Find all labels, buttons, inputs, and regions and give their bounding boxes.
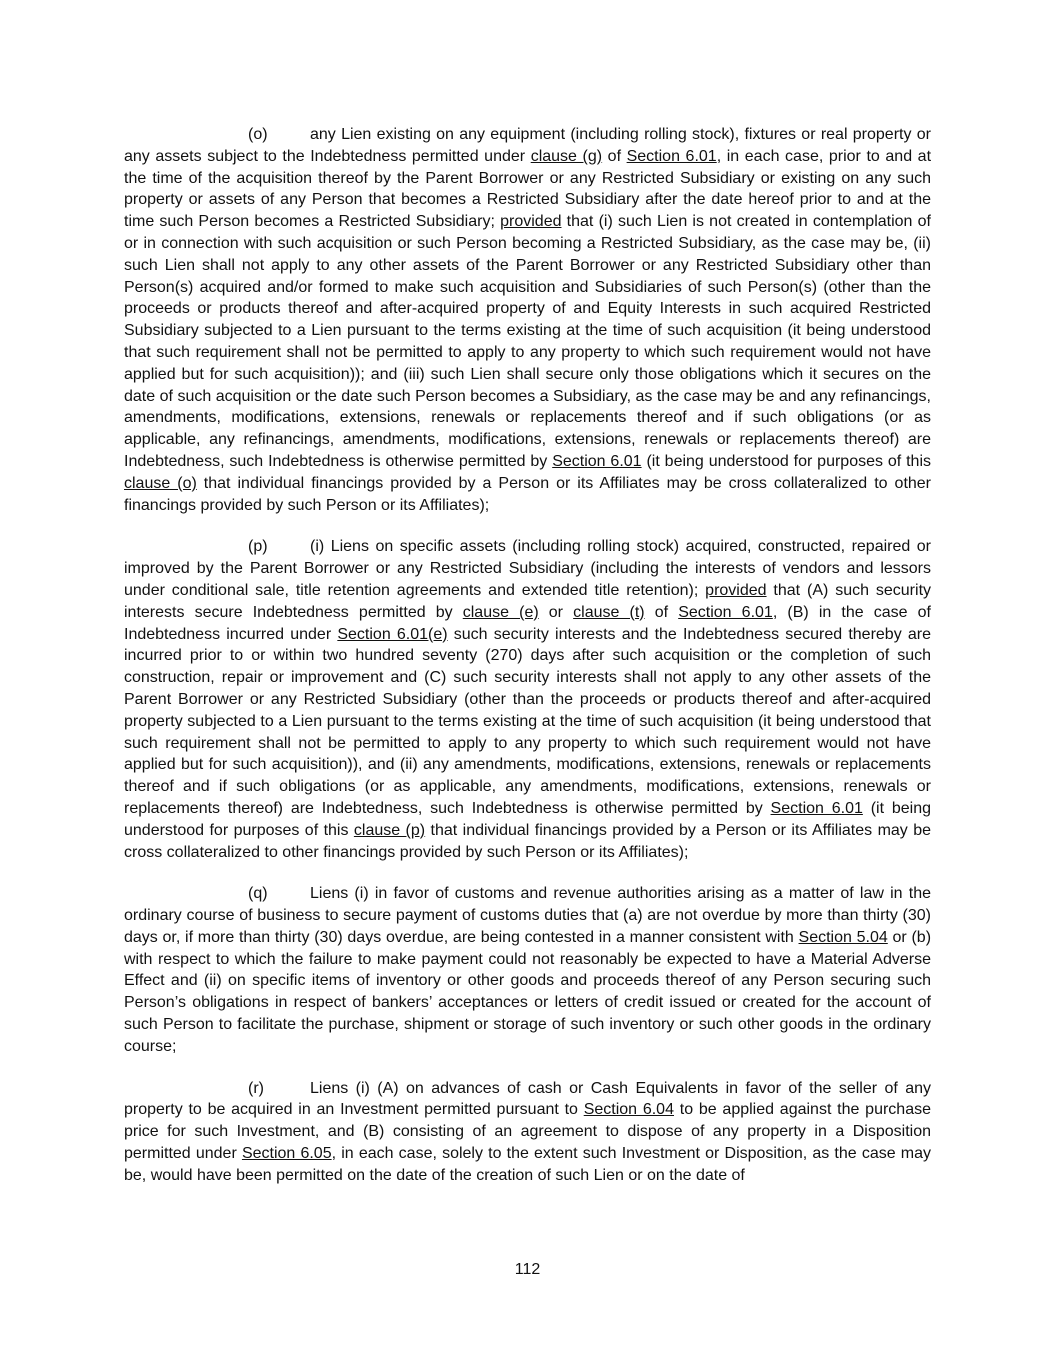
clause-label: (o) <box>248 126 268 143</box>
clause-paragraph: (q) Liens (i) in favor of customs and revenue authorities arising as a matter of law in the ordinary course of business to secure payment of customs duties that (a) are not overdue by more than thirty (30) days or, if more than thirty (30) days overdue, are being contested in a manner consistent with Section 5.04 or (b) with respect to which the failure to make payment could not reasonably be expected to have a Material Adverse Effect and (ii) on specific items of inventory or other goods and proceeds thereof of any Person securing such Person’s obligations in respect of bankers’ acceptances or letters of credit issued or created for the account of such Person to facilitate the purchase, shipment or storage of such inventory or such other goods in the ordinary course; <box>124 885 932 1055</box>
cross-reference: Section 6.01 <box>770 799 863 817</box>
clause-paragraph: (p) (i) Liens on specific assets (including rolling stock) acquired, constructed, repaired or improved by the Parent Borrower or any Restricted Subsidiary (including the interests of vendors and lessors under conditional sale, title retention agreements and extended title retention); provided that (A) such security interests secure Indebtedness permitted by clause (e) or clause (t) of Section 6.01, (B) in the case of Indebtedness incurred under Section 6.01(e) such security interests and the Indebtedness secured thereby are incurred prior to or within two hundred seventy (270) days after such acquisition or the completion of such construction, repair or improvement and (C) such security interests shall not apply to any other assets of the Parent Borrower or any Restricted Subsidiary (other than the proceeds or products thereof and after-acquired property subjected to a Lien pursuant to the terms existing at the time of such acquisition (it being understood that such requirement shall not be permitted to apply to any property to which such requirement would not have applied but for such acquisition)), and (ii) any amendments, modifications, extensions, renewals or replacements thereof and if such obligations (or as applicable, any amendments, modifications, extensions, renewals or replacements thereof) are Indebtedness, such Indebtedness is otherwise permitted by Section 6.01 (it being understood for purposes of this clause (p) that individual financings provided by a Person or its Affiliates may be cross collateralized to other financings provided by such Person or its Affiliates); <box>124 538 932 861</box>
cross-reference: Section 6.01 <box>626 147 717 165</box>
cross-reference: Section 5.04 <box>798 928 888 946</box>
cross-reference: clause (t) <box>573 603 645 621</box>
cross-reference: Section 6.04 <box>583 1101 674 1119</box>
proviso-term: provided <box>705 581 767 599</box>
cross-reference: clause (e) <box>462 603 539 621</box>
cross-reference: Section 6.01 <box>552 452 642 470</box>
cross-reference: clause (o) <box>124 474 197 492</box>
clause-paragraph: (o) any Lien existing on any equipment (including rolling stock), fixtures or real property or any assets subject to the Indebtedness permitted under clause (g) of Section 6.01, in each case, prior to and at the time of the acquisition thereof by the Parent Borrower or any Restricted Subsidiary or existing on any such property or assets of any Person that becomes a Restricted Subsidiary after the date hereof prior to and at the time such Person becomes a Restricted Subsidiary; provided that (i) such Lien is not created in contemplation of or in connection with such acquisition or such Person becoming a Restricted Subsidiary, as the case may be, (ii) such Lien shall not apply to any other assets of the Parent Borrower or any Restricted Subsidiary other than Person(s) acquired and/or formed to make such acquisition and Subsidiaries of such Person(s) (other than the proceeds or products thereof and after-acquired property of and Equity Interests in such acquired Restricted Subsidiary subjected to a Lien pursuant to the terms existing at the time of such acquisition (it being understood that such requirement shall not be permitted to apply to any property to which such requirement would not have applied but for such acquisition)); and (iii) such Lien shall secure only those obligations which it secures on the date of such acquisition or the date such Person becomes a Subsidiary, as the case may be and any refinancings, amendments, modifications, extensions, renewals or replacements thereof and if such obligations (or as applicable, any refinancings, amendments, modifications, extensions, renewals or replacements thereof) are Indebtedness, such Indebtedness is otherwise permitted by Section 6.01 (it being understood for purposes of this clause (o) that individual financings provided by a Person or its Affiliates may be cross collateralized to other financings provided by such Person or its Affiliates); <box>124 126 932 514</box>
cross-reference: clause (p) <box>353 821 426 839</box>
clause-label: (r) <box>248 1079 264 1097</box>
clause-paragraph: (r) Liens (i) (A) on advances of cash or Cash Equivalents in favor of the seller of any property to be acquired in an Investment permitted pursuant to Section 6.04 to be applied against the purchase price for such Investment, and (B) consisting of an agreement to dispose of any property in a Disposition permitted under Section 6.05, in each case, solely to the extent such Investment or Disposition, as the case may be, would have been permitted on the date of the creation of such Lien or on the date of <box>124 1079 932 1184</box>
document-body <box>124 124 931 1207</box>
clause-label: (q) <box>248 885 268 903</box>
cross-reference: Section 6.05 <box>241 1145 332 1163</box>
cross-reference: Section 6.01 <box>678 603 773 621</box>
cross-reference: Section 6.01(e) <box>337 625 448 643</box>
proviso-term: provided <box>500 213 562 231</box>
clause-label: (p) <box>248 538 268 556</box>
page-number: 112 <box>514 1261 541 1278</box>
cross-reference: clause (g) <box>530 147 603 165</box>
